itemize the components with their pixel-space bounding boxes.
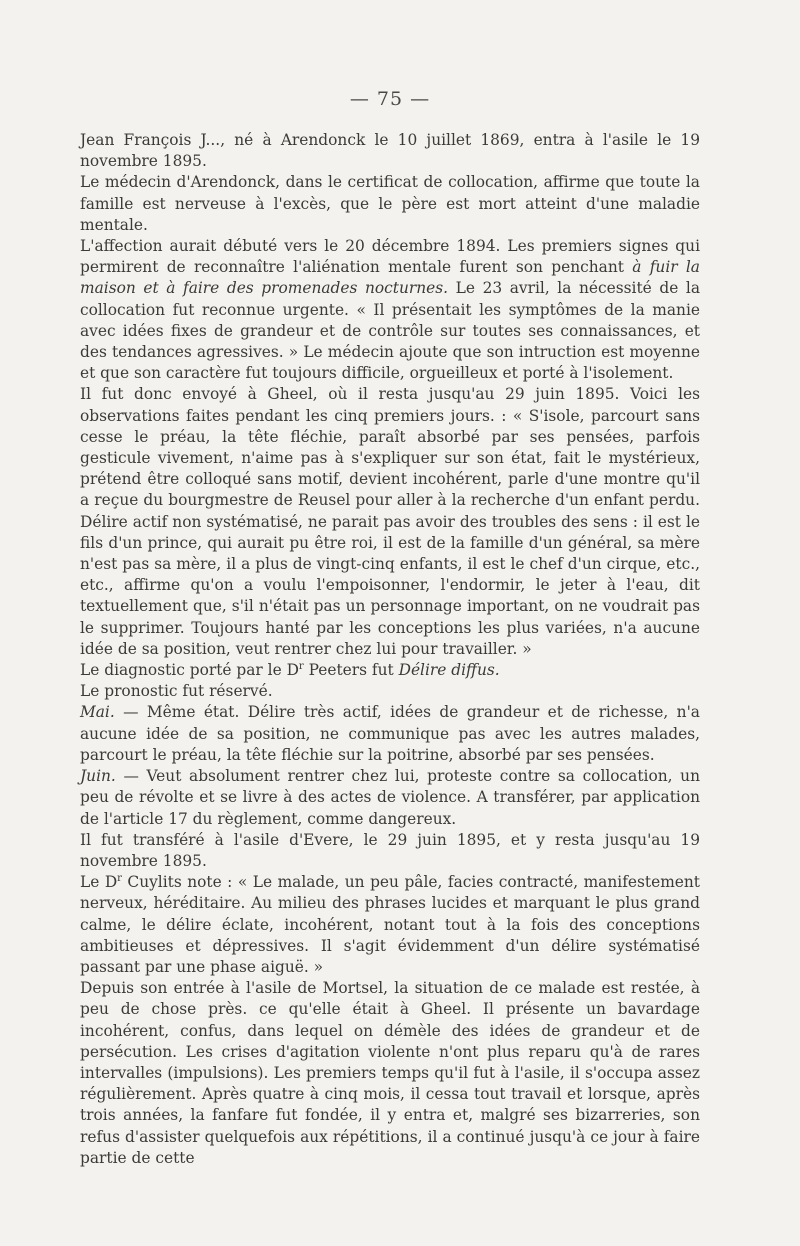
paragraph-certificate: Le médecin d'Arendonck, dans le certificat de collocation, affirme que toute la famille est nerveuse à l'excès, que le père est mort atteint d'une maladie mentale.: [80, 173, 700, 234]
paragraph-onset: [80, 236, 700, 384]
onset-italic: à fuir la maison et à faire des promenades nocturnes.: [80, 258, 700, 298]
diagnosis-text-b: Peeters fut: [303, 661, 399, 680]
diagnosis-text-a: Le diagnostic porté par le D: [80, 661, 299, 680]
diagnosis-sup: r: [298, 660, 304, 672]
cuylits-text-a: Le D: [80, 873, 118, 892]
paragraph-gheel: Il fut donc envoyé à Gheel, où il resta jusqu'au 29 juin 1895. Voici les observations faites pendant les cinq premiers jours. : « S'isole, parcourt sans cesse le préau, la tête fléchie, paraît absorbé par ses pensées, parfois gesticule vivement, n'aime pas à s'expliquer sur son état, fait le mystérieux, prétend être colloqué sans motif, devient incohérent, parle d'une montre qu'il a reçue du bourgmestre de Reusel pour aller à la recherche d'un enfant perdu. Délire actif non systématisé, ne parait pas avoir des troubles des sens : il est le fils d'un prince, qui aurait pu être roi, il est de la famille d'un général, sa mère n'est pas sa mère, il a plus de vingt-cinq enfants, il est le chef d'un cirque, etc., etc., affirme qu'on a voulu l'empoisonner, l'endormir, le jeter à l'eau, dit textuellement que, s'il n'était pas un personnage important, on ne voudrait pas le supprimer. Toujours hanté par les conceptions les plus variées, n'a aucune idée de sa position, veut rentrer chez lui pour travailler. »: [80, 385, 700, 658]
paragraph-mortsel: Depuis son entrée à l'asile de Mortsel, la situation de ce malade est restée, à peu de chose près. ce qu'elle était à Gheel. Il présente un bavardage incohérent, confus, dans lequel on démèle des idées de grandeur et de persécution. Les crises d'agitation violente n'ont plus reparu qu'à de rares intervalles (impulsions). Les premiers temps qu'il fut à l'asile, il s'occupa assez régulièrement. Après quatre à cinq mois, il cessa tout travail et lorsque, après trois années, la fanfare fut fondée, il y entra et, malgré ses bizarreries, son refus d'assister quelquefois aux répétitions, il a continué jusqu'à ce jour à faire partie de cette: [80, 979, 700, 1167]
paragraph-transfer: Il fut transféré à l'asile d'Evere, le 29 juin 1895, et y resta jusqu'au 19 novembre 1895.: [80, 830, 700, 870]
diagnosis-italic: Délire diffus.: [398, 661, 500, 680]
june-label: Juin.: [80, 767, 116, 786]
cuylits-text-b: Cuylits note : « Le malade, un peu pâle, facies contracté, manifestement nerveux, héréditaire. Au milieu des phrases lucides et marquant le plus grand calme, le délire éclate, incohérent, notant tout à la fois des conceptions ambitieuses et dépressives. Il s'agit évidemment d'un délire systématisé passant par une phase aiguë. »: [80, 873, 700, 976]
paragraph-june: [80, 766, 700, 830]
paragraph-cuylits: [80, 872, 700, 978]
paragraph-may: [80, 702, 700, 766]
onset-text-c: Le 23 avril, la nécessité de la collocation fut reconnue urgente. « Il présentait les symptômes de la manie avec idées fixes de grandeur et de contrôle sur toutes ses connaissances, et des tendances agressives. » Le médecin ajoute que son intruction est moyenne et que son caractère fut toujours difficile, orgueilleux et porté à l'isolement.: [80, 279, 700, 383]
cuylits-sup: r: [117, 872, 122, 884]
page-number: — 75 —: [349, 88, 431, 110]
paragraph-prognosis: Le pronostic fut réservé.: [80, 682, 273, 701]
june-text: — Veut absolument rentrer chez lui, proteste contre sa collocation, un peu de révolte et se livre à des actes de violence. A transférer, par application de l'article 17 du règlement, comme dangereux.: [80, 767, 700, 828]
paragraph-patient-intro: Jean François J..., né à Arendonck le 10 juillet 1869, entra à l'asile le 19 novembre 1895.: [80, 131, 700, 171]
may-label: Mai.: [80, 703, 115, 722]
paragraph-diagnosis: [80, 660, 700, 681]
onset-text-a: L'affection aurait débuté vers le 20 décembre 1894. Les premiers signes qui permirent de reconnaître l'aliénation mentale furent son penchant: [80, 237, 700, 277]
may-text: — Même état. Délire très actif, idées de grandeur et de richesse, n'a aucune idée de sa position, ne communique pas avec les autres malades, parcourt le préau, la tête fléchie sur la poitrine, absorbé par ses pensées.: [80, 703, 700, 764]
